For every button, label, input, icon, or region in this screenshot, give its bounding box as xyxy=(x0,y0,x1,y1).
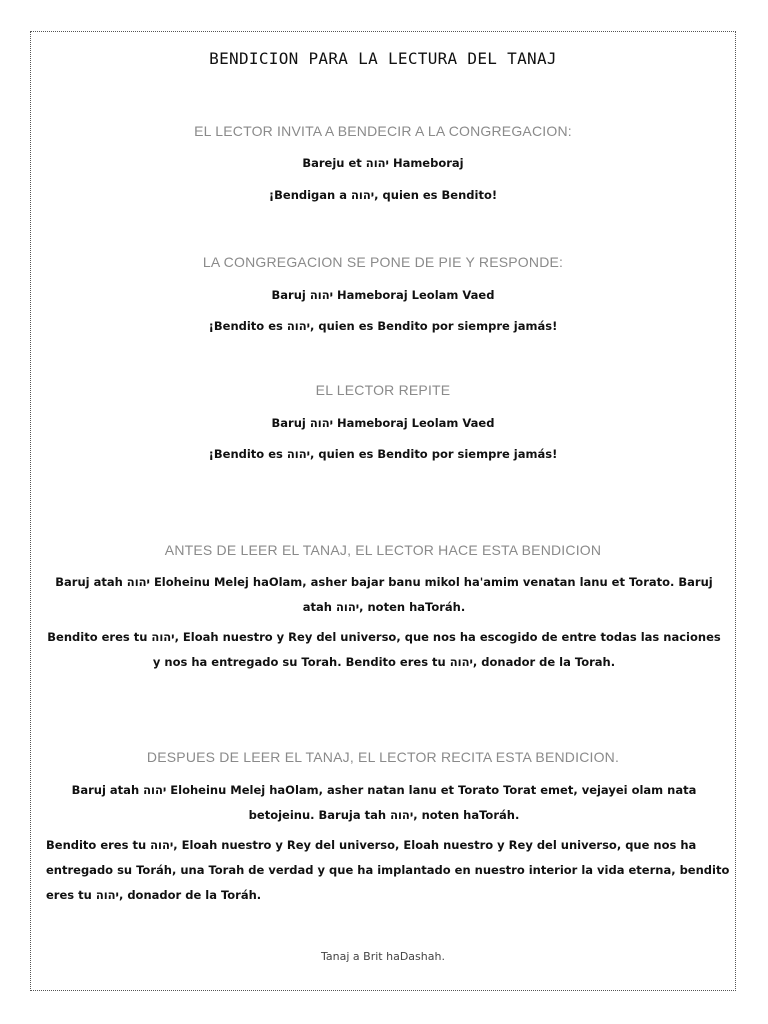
before-reading-hebrew-paragraph: Baruj atah יהוה Eloheinu Melej haOlam, asher bajar banu mikol ha'amim venatan lanu et Torato. Baruj atah יהוה, noten haToráh. xyxy=(55,575,713,614)
before-reading-spanish-paragraph: Bendito eres tu יהוה, Eloah nuestro y Rey del universo, que nos ha escogido de entre todas las naciones y nos ha entregado su Torah. Bendito eres tu יהוה, donador de la Torah. xyxy=(47,630,721,669)
invitation-spanish-line: ¡Bendigan a יהוה, quien es Bendito! xyxy=(268,188,498,202)
after-reading-spanish-paragraph: Bendito eres tu יהוה, Eloah nuestro y Rey del universo, Eloah nuestro y Rey del universo, que nos ha entregado su Toráh, una Torah de verdad y que ha implantado en nuestro interior la vida eterna, bendito eres tu יהוה, donador de la Toráh. xyxy=(46,838,730,902)
invitation-hebrew-line: Bareju et יהוה Hameboraj xyxy=(302,156,464,170)
reader-repeats-spanish-line: ¡Bendito es יהוה, quien es Bendito por siempre jamás! xyxy=(208,447,558,461)
document-title: BENDICION PARA LA LECTURA DEL TANAJ xyxy=(209,49,557,68)
after-reading-hebrew-paragraph: Baruj atah יהוה Eloheinu Melej haOlam, asher natan lanu et Torato Torat emet, vejayei olam nata betojeinu. Baruja tah יהוה, noten haToráh. xyxy=(71,783,697,822)
section-heading-after-reading: DESPUES DE LEER EL TANAJ, EL LECTOR RECITA ESTA BENDICION. xyxy=(146,749,620,765)
section-heading-before-reading: ANTES DE LEER EL TANAJ, EL LECTOR HACE ESTA BENDICION xyxy=(164,542,602,558)
section-heading-congregation: LA CONGREGACION SE PONE DE PIE Y RESPONDE: xyxy=(202,254,564,270)
document-page xyxy=(30,31,736,991)
section-heading-invitation: EL LECTOR INVITA A BENDECIR A LA CONGREGACION: xyxy=(194,123,572,139)
congregation-spanish-line: ¡Bendito es יהוה, quien es Bendito por siempre jamás! xyxy=(208,319,558,333)
section-heading-reader-repeats: EL LECTOR REPITE xyxy=(315,382,451,398)
reader-repeats-hebrew-line: Baruj יהוה Hameboraj Leolam Vaed xyxy=(271,416,495,430)
congregation-hebrew-line: Baruj יהוה Hameboraj Leolam Vaed xyxy=(271,288,495,302)
footer-source: Tanaj a Brit haDashah. xyxy=(321,950,445,963)
